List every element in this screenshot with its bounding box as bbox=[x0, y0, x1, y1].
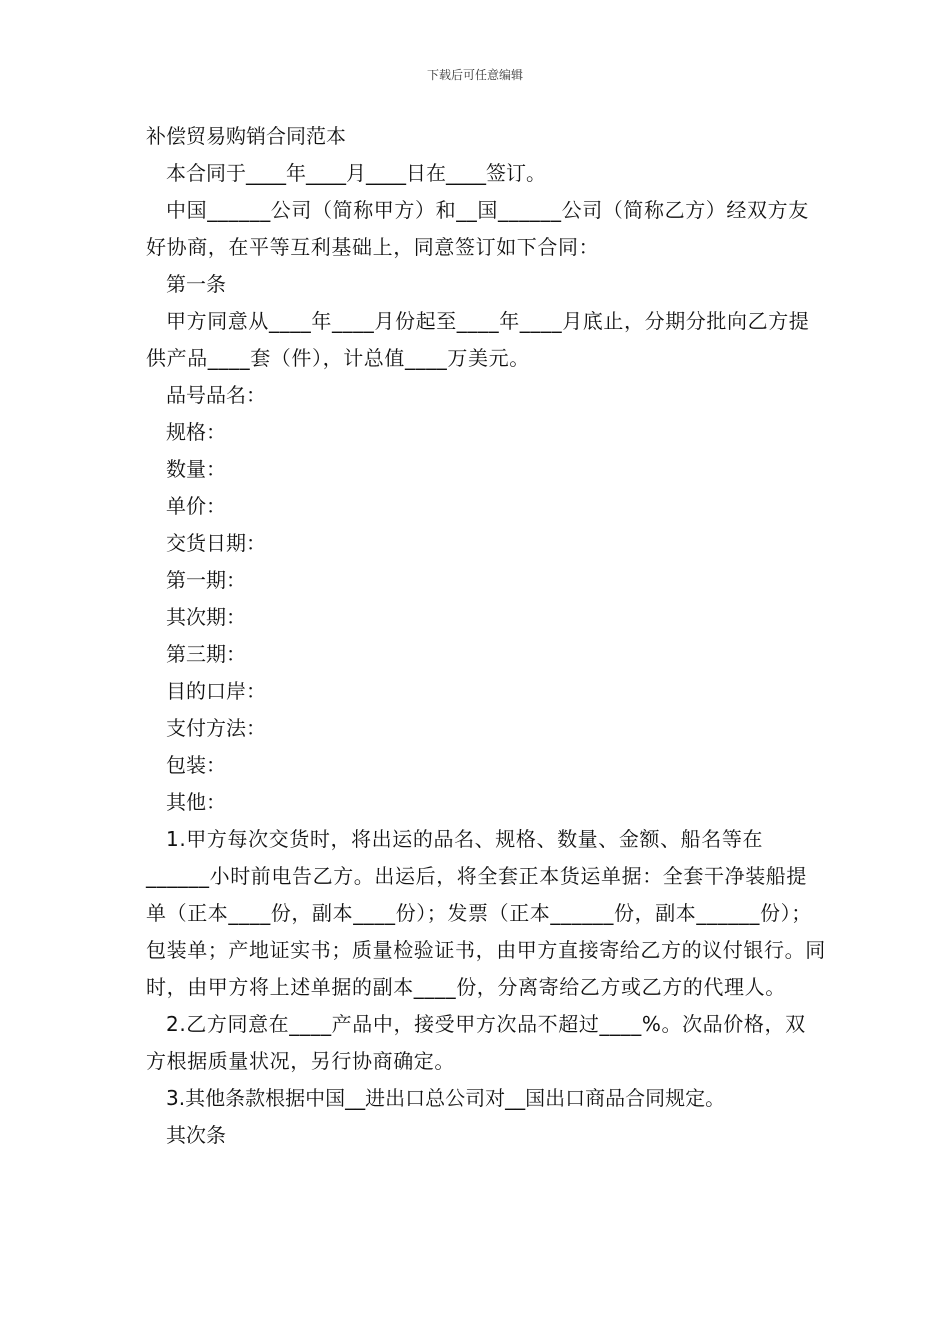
article-1-heading: 第一条 bbox=[166, 272, 226, 296]
document-body bbox=[146, 118, 826, 1154]
field-phase-1: 第一期： bbox=[166, 568, 246, 592]
field-phase-2: 其次期： bbox=[166, 605, 246, 629]
page-header: 下载后可任意编辑 bbox=[426, 68, 523, 82]
field-other: 其他： bbox=[166, 790, 226, 814]
clause-2: 2.乙方同意在____产品中，接受甲方次品不超过____%。次品价格，双方根据质量状况，另行协商确定。 bbox=[146, 1012, 806, 1073]
field-delivery-date: 交货日期： bbox=[166, 531, 266, 555]
field-packing: 包装： bbox=[166, 753, 226, 777]
paragraph-parties: 中国______公司（简称甲方）和__国______公司（简称乙方）经双方友好协商，在平等互利基础上，同意签订如下合同： bbox=[146, 198, 809, 259]
field-product-name: 品号品名： bbox=[166, 383, 266, 407]
clause-3: 3.其他条款根据中国__进出口总公司对__国出口商品合同规定。 bbox=[166, 1086, 726, 1110]
field-phase-3: 第三期： bbox=[166, 642, 246, 666]
article-2-heading: 其次条 bbox=[166, 1123, 226, 1147]
field-destination-port: 目的口岸： bbox=[166, 679, 266, 703]
paragraph-supply: 甲方同意从____年____月份起至____年____月底止，分期分批向乙方提供产品____套（件），计总值____万美元。 bbox=[146, 309, 810, 370]
document-title: 补偿贸易购销合同范本 bbox=[146, 124, 346, 148]
clause-1: 1.甲方每次交货时，将出运的品名、规格、数量、金额、船名等在______小时前电告乙方。出运后，将全套正本货运单据：全套干净装船提单（正本____份，副本____份）；发票（正本______份，副本______份）；包装单；产地证实书；质量检验证书，由甲方直接寄给乙方的议付银行。同时，由甲方将上述单据的副本____份，分离寄给乙方或乙方的代理人。 bbox=[146, 827, 826, 999]
field-quantity: 数量： bbox=[166, 457, 226, 481]
field-spec: 规格： bbox=[166, 420, 226, 444]
field-unit-price: 单价： bbox=[166, 494, 226, 518]
paragraph-signing: 本合同于____年____月____日在____签订。 bbox=[166, 161, 546, 185]
field-payment-method: 支付方法： bbox=[166, 716, 266, 740]
